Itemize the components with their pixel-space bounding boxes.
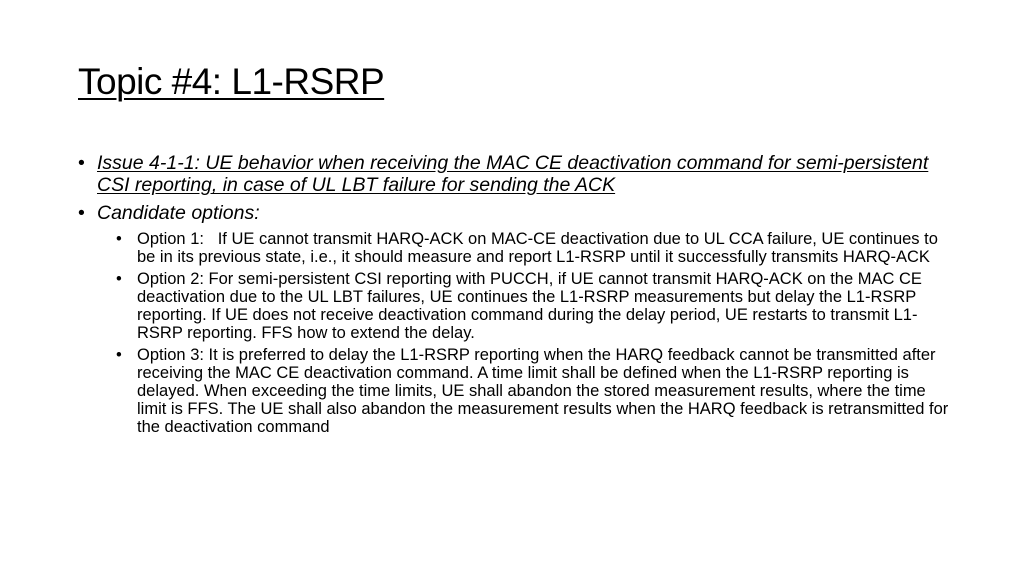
candidate-options-label: Candidate options: xyxy=(97,202,260,224)
option-2-item xyxy=(116,270,957,342)
bullet-dot-icon: • xyxy=(116,346,122,364)
option-3-item xyxy=(116,346,957,436)
option-1-text: Option 1: If UE cannot transmit HARQ-ACK on MAC-CE deactivation due to UL CCA failure, UE continues to be in its previous state, i.e., it should measure and report L1-RSRP until it successfully transmits HARQ-ACK xyxy=(137,230,943,266)
option-2-text: Option 2: For semi-persistent CSI reporting with PUCCH, if UE cannot transmit HARQ-ACK on the MAC CE deactivation due to the UL LBT failures, UE continues the L1-RSRP measurements but delay the L1-RSRP reporting. If UE does not receive deactivation command during the delay period, UE restarts to transmit L1-RSRP reporting. FFS how to extend the delay. xyxy=(137,270,922,342)
options-list xyxy=(116,230,958,436)
bullet-issue xyxy=(78,152,958,196)
bullet-dot-icon: • xyxy=(78,202,85,224)
bullet-dot-icon: • xyxy=(116,230,122,248)
issue-text: Issue 4-1-1: UE behavior when receiving the MAC CE deactivation command for semi-persistent CSI reporting, in case of UL LBT failure for sending the ACK xyxy=(97,152,929,196)
bullet-candidate-options xyxy=(78,202,958,224)
bullet-dot-icon: • xyxy=(78,152,85,174)
slide-content xyxy=(78,152,958,440)
option-1-item xyxy=(116,230,957,266)
bullet-dot-icon: • xyxy=(116,270,122,288)
slide-title: Topic #4: L1-RSRP xyxy=(78,61,385,102)
option-3-text: Option 3: It is preferred to delay the L1-RSRP reporting when the HARQ feedback cannot be transmitted after receiving the MAC CE deactivation command. A time limit shall be defined when the L1-RSRP reporting is delayed. When exceeding the time limits, UE shall abandon the stored measurement results, where the time limit is FFS. The UE shall also abandon the measurement results when the HARQ feedback is retransmitted for the deactivation command xyxy=(137,346,949,436)
